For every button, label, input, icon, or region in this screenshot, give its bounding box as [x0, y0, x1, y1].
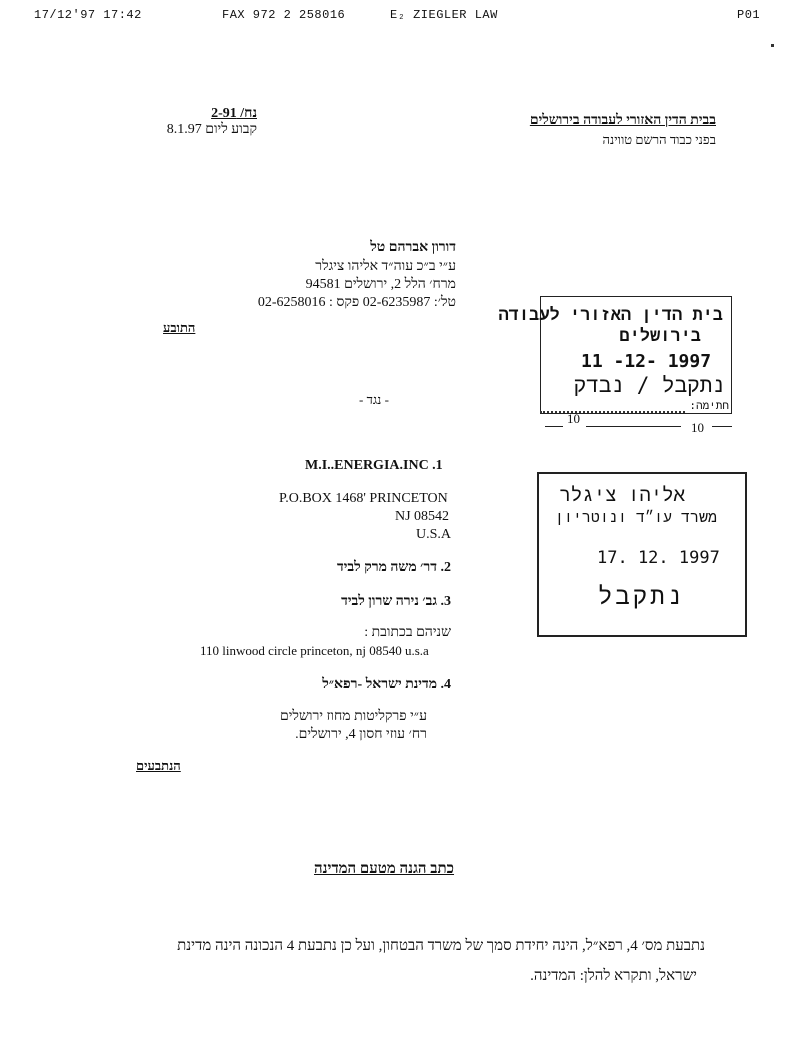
plaintiff-counsel: ע״י ב״כ עוה״ד אליהו ציגלר [315, 259, 456, 274]
stamp-court-num-left: 10 [567, 411, 580, 426]
court-name: בבית הדין האזורי לעבודה בירושלים [529, 113, 716, 128]
defendant-1-address-3: U.S.A [416, 527, 452, 542]
stamp-office-title: משרד עו״ד ונוטריון [554, 508, 717, 526]
stamp-office-date: 17. 12. 1997 [597, 548, 720, 568]
stamp-dash-mid [586, 426, 681, 427]
defendant-1-address-2: NJ 08542 [395, 509, 450, 524]
defendant-2: 2. דר׳ משה מרק לביד [337, 560, 451, 575]
stamp-court-date: 11 -12- 1997 [581, 351, 712, 372]
defendant-4: 4. מדינת ישראל -רפא״ל [322, 677, 451, 692]
stamp-signature-line [540, 411, 685, 413]
document-title: כתב הגנה מטעם המדינה [314, 861, 455, 877]
body-line-2: ישראל, ותקרא להלן: המדינה. [530, 968, 697, 984]
office-received-stamp [537, 472, 747, 637]
fax-page: P01 [737, 8, 761, 22]
plaintiff-role: התובע [163, 320, 196, 335]
case-scheduled: קבוע ליום 8.1.97 [166, 122, 257, 137]
defendants-role: הנתבעים [136, 758, 181, 773]
stamp-dash-right [712, 426, 732, 427]
stamp-court-signature: חתימה: [689, 399, 729, 412]
plaintiff-name: דורון אברהם טל [370, 240, 456, 255]
stamp-office-received: נתקבל [597, 582, 685, 610]
stamp-court-line1: בית הדין האזורי לעבודה [498, 305, 723, 325]
stamp-dash-left [545, 426, 563, 427]
versus: - נגד - [359, 392, 389, 407]
fax-number: FAX 972 2 258016 [222, 8, 346, 22]
body-line-1: נתבעת מס׳ 4, רפא״ל, הינה יחידת סמך של משרד הבטחון, ועל כן נתבעת 4 הנכונה הינה מדינת [177, 938, 705, 954]
court-before: בפני כבוד הרשם טווינה [602, 132, 716, 147]
court-received-stamp [498, 296, 732, 414]
case-number: נח/ 2-91 [211, 106, 257, 121]
defendant-3: 3. גב׳ נירה שרון לביד [341, 594, 451, 609]
defendant-4-counsel: ע״י פרקליטות מחוז ירושלים [280, 709, 427, 724]
fax-datetime: 17/12'97 17:42 [34, 8, 142, 22]
defendant-1-address-1: P.O.BOX 1468' PRINCETON [279, 491, 448, 506]
defendant-1: M.I..ENERGIA.INC .1 [305, 458, 443, 473]
fax-sender: E₂ ZIEGLER LAW [390, 8, 498, 22]
defendant-4-address: רח׳ עוזי חסון 4, ירושלים. [295, 727, 427, 742]
speck [771, 44, 774, 47]
plaintiff-phone: טל׳: 02-6235987 פקס : 02-6258016 [257, 295, 456, 310]
defendants-both-address: 110 linwood circle princeton, nj 08540 u.s.a [200, 643, 429, 658]
stamp-court-num-right: 10 [691, 420, 704, 435]
stamp-office-name: אליהו ציגלר [559, 484, 685, 506]
defendants-both-at: שניהם בכתובת : [364, 625, 451, 640]
stamp-court-received: נתקבל / נבדק [573, 373, 725, 397]
plaintiff-address: מרח׳ הלל 2, ירושלים 94581 [305, 277, 456, 292]
stamp-court-line2: בירושלים [619, 326, 701, 346]
